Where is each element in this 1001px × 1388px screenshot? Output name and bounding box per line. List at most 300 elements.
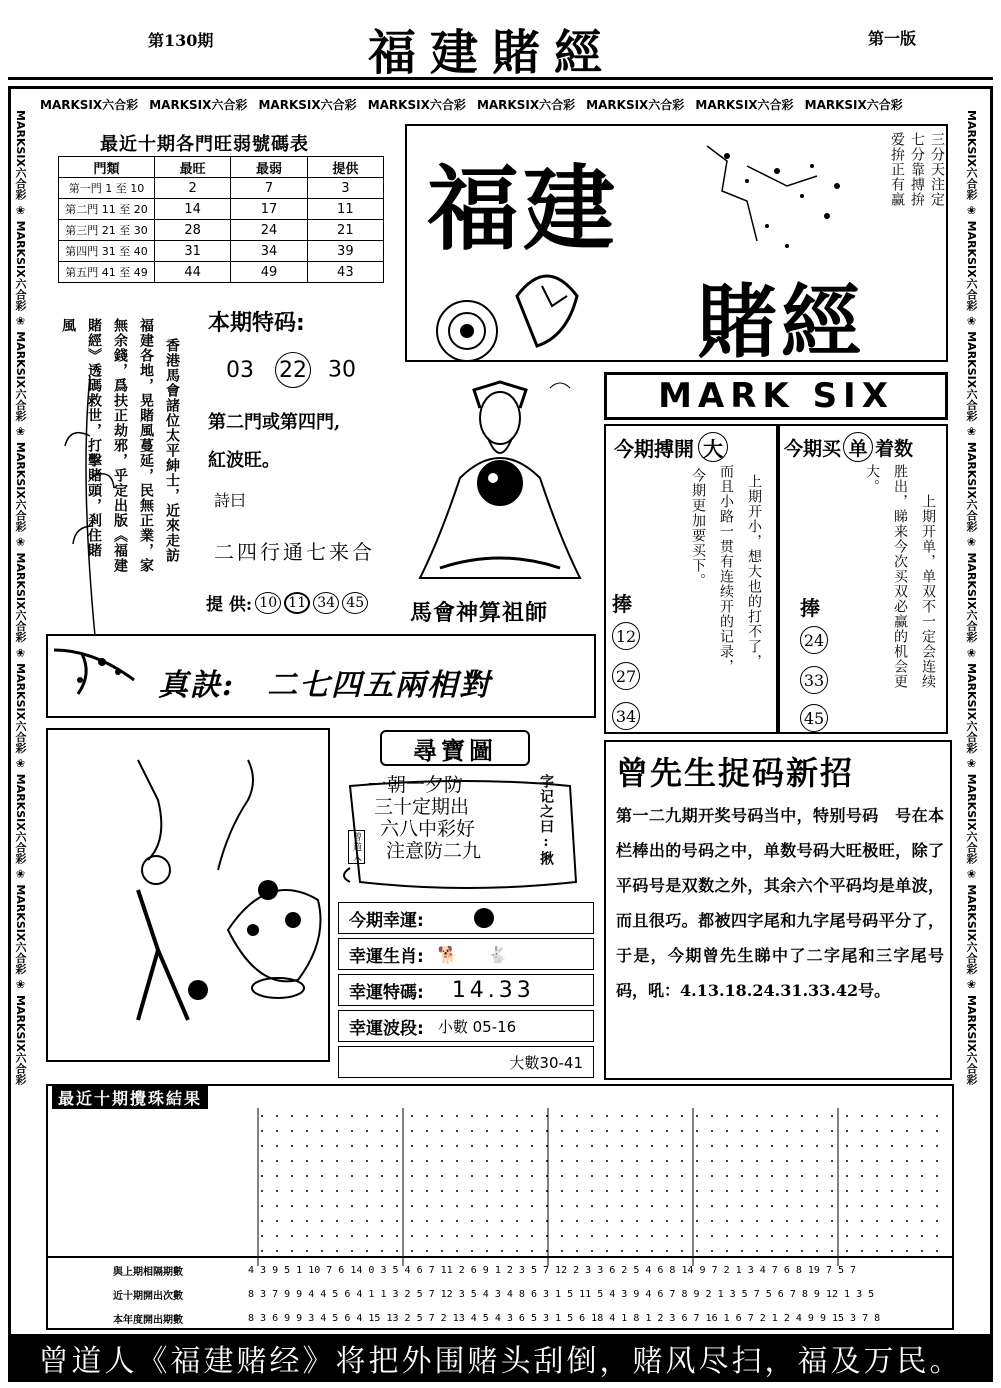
brand-item: MARKSIX六合彩: [14, 441, 27, 532]
grid-dot: [786, 1250, 788, 1252]
grid-dot: [426, 1205, 428, 1207]
treasure-seal: 曾道人: [348, 830, 365, 864]
left-tip-box: [604, 424, 778, 734]
zeng-body: 第一二九期开奖号码当中，特别号码 号在本栏棒出的号码之中，单数号码大旺极旺，除了平码号是双数之外，其余六个平码均是单波，而且很巧。都被四字尾和九字尾号码平分了，于是，今期曾先生睇中了二字尾和三字尾号码，吼：4.13.18.24.31.33.42号。: [616, 806, 944, 1000]
grid-dot: [651, 1145, 653, 1147]
grid-dot: [471, 1145, 473, 1147]
grid-dot: [471, 1130, 473, 1132]
grid-dot: [516, 1115, 518, 1117]
grid-dot: [831, 1190, 833, 1192]
grid-dot: [936, 1205, 938, 1207]
lucky-row: [338, 902, 594, 934]
grid-dot: [801, 1115, 803, 1117]
right-tip-head-text: 今期买: [784, 437, 842, 460]
intro-col: 風: [60, 318, 76, 333]
grid-dot: [741, 1205, 743, 1207]
footer-bar: [8, 1334, 993, 1382]
grid-dot: [441, 1220, 443, 1222]
left-tip-head-text: 今期搏開: [614, 436, 694, 461]
grid-dot: [321, 1160, 323, 1162]
grid-dot: [621, 1145, 623, 1147]
grid-dot: [516, 1130, 518, 1132]
motto-col: 三分天注定: [929, 132, 945, 207]
grid-dot: [816, 1220, 818, 1222]
grid-dot: [441, 1115, 443, 1117]
grid-dot: [456, 1130, 458, 1132]
table-cell: 17: [231, 199, 307, 220]
grid-dot: [381, 1220, 383, 1222]
grid-dot: [741, 1220, 743, 1222]
table-cell: 24: [231, 220, 307, 241]
left-tip-text: 今期更加要买下。: [690, 468, 706, 588]
grid-dot: [546, 1130, 548, 1132]
grid-dot: [261, 1160, 263, 1162]
grid-dot: [441, 1250, 443, 1252]
grid-dot: [471, 1220, 473, 1222]
grid-dot: [921, 1250, 923, 1252]
grid-dot: [906, 1160, 908, 1162]
grid-dot: [846, 1205, 848, 1207]
grid-dot: [741, 1130, 743, 1132]
grid-dot: [291, 1190, 293, 1192]
grid-dot: [711, 1130, 713, 1132]
grid-dot: [891, 1130, 893, 1132]
grid-dot: [906, 1175, 908, 1177]
grid-dot: [366, 1205, 368, 1207]
grid-dot: [561, 1250, 563, 1252]
grid-dot: [306, 1145, 308, 1147]
treasure-line: 三十定期出: [374, 796, 470, 818]
grid-dot: [381, 1190, 383, 1192]
grid-dot: [651, 1130, 653, 1132]
master-figure-illustration: [400, 368, 600, 598]
grid-dot: [276, 1160, 278, 1162]
grid-dot: [336, 1205, 338, 1207]
table-cell: 14: [155, 199, 231, 220]
table-header-row: [59, 157, 384, 178]
grid-dot: [636, 1250, 638, 1252]
grid-dot: [726, 1235, 728, 1237]
grid-dot: [366, 1235, 368, 1237]
table-row: [59, 241, 384, 262]
grid-dot: [486, 1205, 488, 1207]
grid-dot: [726, 1220, 728, 1222]
grid-dot: [681, 1115, 683, 1117]
grid-dot: [786, 1190, 788, 1192]
grid-dot: [711, 1205, 713, 1207]
grid-dot: [861, 1175, 863, 1177]
grid-dot: [561, 1175, 563, 1177]
brand-item: MARKSIX六合彩: [965, 552, 978, 643]
grid-dot: [651, 1160, 653, 1162]
grid-dot: [846, 1130, 848, 1132]
grid-dot: [801, 1235, 803, 1237]
grid-dot: [321, 1145, 323, 1147]
grid-dot: [621, 1130, 623, 1132]
grid-dot: [501, 1130, 503, 1132]
masthead-title: 福建賭經: [368, 25, 617, 81]
grid-dot: [726, 1160, 728, 1162]
grid-dot: [936, 1130, 938, 1132]
grid-dot: [606, 1205, 608, 1207]
grid-dot: [591, 1160, 593, 1162]
grid-dot: [366, 1220, 368, 1222]
grid-dot: [396, 1250, 398, 1252]
grid-dot: [336, 1190, 338, 1192]
grid-dot: [921, 1220, 923, 1222]
grid-dot: [276, 1130, 278, 1132]
grid-dot: [756, 1250, 758, 1252]
grid-dot: [471, 1250, 473, 1252]
treasure-line: 注意防二九: [386, 840, 482, 862]
results-stats: [48, 1256, 952, 1330]
grid-dot: [681, 1160, 683, 1162]
grid-dot: [411, 1160, 413, 1162]
grid-dot: [621, 1190, 623, 1192]
grid-dot: [876, 1250, 878, 1252]
col-header: 最弱: [231, 157, 307, 178]
grid-dot: [816, 1160, 818, 1162]
grid-dot: [831, 1205, 833, 1207]
table-cell: 11: [307, 199, 383, 220]
grid-dot: [456, 1205, 458, 1207]
wave-big-row: [338, 1046, 594, 1078]
grid-dot: [891, 1235, 893, 1237]
grid-dot: [606, 1235, 608, 1237]
grid-dot: [651, 1250, 653, 1252]
left-pick-number: 12: [612, 622, 640, 650]
grid-dot: [426, 1130, 428, 1132]
intro-col: 香港馬會諸位太平紳士，近來走訪: [164, 338, 180, 563]
brand-item: MARKSIX六合彩: [14, 884, 27, 975]
brand-item: MARKSIX六合彩: [40, 98, 139, 112]
grid-dot: [531, 1220, 533, 1222]
grid-dot: [261, 1115, 263, 1117]
grid-dot: [351, 1115, 353, 1117]
grid-dot: [666, 1115, 668, 1117]
grid-dot: [426, 1115, 428, 1117]
table-cell: 2: [155, 178, 231, 199]
grid-dot: [336, 1160, 338, 1162]
grid-dot: [606, 1145, 608, 1147]
grid-dot: [636, 1205, 638, 1207]
grid-dot: [531, 1145, 533, 1147]
grid-dot: [681, 1220, 683, 1222]
grid-dot: [816, 1250, 818, 1252]
grid-dot: [501, 1220, 503, 1222]
grid-dot: [696, 1220, 698, 1222]
grid-dot: [876, 1115, 878, 1117]
treasure-poem: [368, 774, 481, 862]
stat-values: 8 3 7 9 9 4 4 5 6 4 1 1 3 2 5 7 12 3 5 4 3 4 8 6 3 1 5 11 5 4 3 9 4 6 7 8 9 2 1 3 5 7 5 6 7 8 9 12 1 3 5: [248, 1288, 875, 1300]
grid-dot: [381, 1145, 383, 1147]
grid-dot: [891, 1250, 893, 1252]
grid-dot: [501, 1160, 503, 1162]
grid-dot: [591, 1235, 593, 1237]
stat-label: 本年度開出期數: [113, 1314, 183, 1326]
grid-dot: [546, 1145, 548, 1147]
grid-dot: [396, 1220, 398, 1222]
col-header: 最旺: [155, 157, 231, 178]
brand-item: MARKSIX六合彩: [804, 98, 903, 112]
grid-dot: [876, 1235, 878, 1237]
secret-banner: [46, 634, 596, 718]
grid-dot: [576, 1190, 578, 1192]
grid-dot: [726, 1205, 728, 1207]
grid-dot: [906, 1220, 908, 1222]
grid-dot: [786, 1175, 788, 1177]
grid-dot: [276, 1145, 278, 1147]
banner-text: 真訣: 二七四五兩相對: [158, 668, 492, 703]
grid-dot: [411, 1130, 413, 1132]
grid-dot: [696, 1145, 698, 1147]
grid-dot: [636, 1235, 638, 1237]
grid-dot: [456, 1250, 458, 1252]
table-cell: 43: [307, 262, 383, 283]
grid-dot: [516, 1175, 518, 1177]
grid-dot: [756, 1190, 758, 1192]
grid-dot: [456, 1160, 458, 1162]
lucky-label: 今期幸運:: [349, 910, 424, 931]
table-cell: 31: [155, 241, 231, 262]
grid-dot: [381, 1205, 383, 1207]
grid-dot: [681, 1145, 683, 1147]
grid-dot: [291, 1175, 293, 1177]
grid-dot: [351, 1190, 353, 1192]
grid-dot: [276, 1235, 278, 1237]
grid-dot: [636, 1130, 638, 1132]
zeng-column: [604, 740, 952, 1080]
grid-dot: [516, 1160, 518, 1162]
grid-dot: [531, 1190, 533, 1192]
grid-dot: [711, 1250, 713, 1252]
brand-item: MARKSIX六合彩: [14, 773, 27, 864]
grid-dot: [666, 1190, 668, 1192]
grid-dot: [771, 1160, 773, 1162]
plum-branch-icon: [52, 640, 142, 710]
grid-dot: [786, 1160, 788, 1162]
grid-dot: [441, 1190, 443, 1192]
grid-dot: [546, 1235, 548, 1237]
right-tip-head: [784, 432, 913, 462]
grid-dot: [306, 1205, 308, 1207]
grid-dot: [726, 1130, 728, 1132]
special-label: 幸運特碼:: [349, 982, 424, 1003]
grid-dot: [651, 1220, 653, 1222]
grid-dot: [351, 1145, 353, 1147]
grid-dot: [531, 1115, 533, 1117]
grid-dot: [576, 1160, 578, 1162]
grid-dot: [516, 1190, 518, 1192]
grid-dot: [501, 1175, 503, 1177]
grid-dot: [681, 1235, 683, 1237]
brand-item: MARKSIX六合彩: [965, 773, 978, 864]
grid-dot: [381, 1160, 383, 1162]
grid-dot: [651, 1205, 653, 1207]
grid-dot: [666, 1235, 668, 1237]
rabbit-icon: 🐇: [487, 944, 508, 964]
table-row: [59, 262, 384, 283]
grid-dot: [321, 1205, 323, 1207]
grid-dot: [936, 1115, 938, 1117]
grid-dot: [666, 1250, 668, 1252]
grid-dot: [711, 1190, 713, 1192]
grid-dot: [816, 1175, 818, 1177]
grid-dot: [651, 1175, 653, 1177]
grid-dot: [561, 1160, 563, 1162]
grid-dot: [291, 1115, 293, 1117]
grid-dot: [396, 1130, 398, 1132]
grid-dot: [906, 1205, 908, 1207]
lucky-info: [338, 902, 594, 1078]
grid-dot: [711, 1145, 713, 1147]
grid-dot: [501, 1115, 503, 1117]
grid-dot: [876, 1130, 878, 1132]
grid-dot: [936, 1250, 938, 1252]
grid-dot: [591, 1220, 593, 1222]
right-tip-head-circled: 单: [843, 432, 873, 462]
grid-dot: [846, 1115, 848, 1117]
grid-dot: [546, 1250, 548, 1252]
results-grid: [48, 1108, 952, 1268]
grid-dot: [876, 1190, 878, 1192]
grid-dot: [771, 1235, 773, 1237]
brand-item: MARKSIX六合彩: [965, 441, 978, 532]
grid-dot: [876, 1220, 878, 1222]
grid-dot: [396, 1190, 398, 1192]
grid-dot: [546, 1205, 548, 1207]
brand-item: MARKSIX六合彩: [367, 98, 466, 112]
right-pick-number: 24: [800, 626, 828, 654]
grid-dot: [396, 1145, 398, 1147]
grid-dot: [801, 1145, 803, 1147]
grid-dot: [351, 1205, 353, 1207]
right-tip-text: 大。: [864, 464, 880, 494]
grid-dot: [516, 1235, 518, 1237]
grid-dot: [786, 1145, 788, 1147]
brand-item: MARKSIX六合彩: [149, 98, 248, 112]
grid-dot: [801, 1130, 803, 1132]
grid-dot: [696, 1175, 698, 1177]
grid-dot: [756, 1175, 758, 1177]
wave-row: [338, 1010, 594, 1042]
grid-dot: [501, 1250, 503, 1252]
grid-dot: [576, 1115, 578, 1117]
grid-dot: [471, 1190, 473, 1192]
grid-dot: [711, 1175, 713, 1177]
edition-label: 第一版: [868, 29, 917, 48]
grid-dot: [861, 1130, 863, 1132]
grid-dot: [561, 1190, 563, 1192]
grid-dot: [936, 1190, 938, 1192]
grid-dot: [846, 1190, 848, 1192]
left-tip-text: 上期开小，想大也的打不了，: [746, 474, 762, 669]
treasure-side-note: 字记之曰:揪: [538, 774, 554, 866]
mark-six-text: MARK SIX: [658, 376, 894, 416]
grid-dot: [366, 1145, 368, 1147]
art-title-2: 賭經: [697, 275, 865, 362]
grid-dot: [831, 1175, 833, 1177]
grid-dot: [936, 1145, 938, 1147]
brand-item: MARKSIX六合彩: [695, 98, 794, 112]
brand-item: MARKSIX六合彩: [586, 98, 685, 112]
grid-dot: [771, 1220, 773, 1222]
grid-dot: [651, 1190, 653, 1192]
grid-dot: [336, 1250, 338, 1252]
grid-dot: [426, 1190, 428, 1192]
grid-dot: [831, 1235, 833, 1237]
grid-dot: [291, 1235, 293, 1237]
grid-dot: [681, 1190, 683, 1192]
grid-dot: [621, 1220, 623, 1222]
grid-dot: [576, 1205, 578, 1207]
left-pick-label: 捧: [612, 592, 632, 616]
grid-dot: [441, 1205, 443, 1207]
grid-dot: [321, 1115, 323, 1117]
grid-dot: [486, 1160, 488, 1162]
grid-dot: [846, 1145, 848, 1147]
grid-dot: [696, 1160, 698, 1162]
figure-caption: 馬會神算祖師: [410, 600, 549, 626]
grid-dot: [456, 1235, 458, 1237]
grid-dot: [771, 1190, 773, 1192]
grid-dot: [861, 1205, 863, 1207]
poem-line: 二四行通七来合: [214, 540, 375, 564]
grid-dot: [381, 1250, 383, 1252]
grid-dot: [786, 1205, 788, 1207]
grid-dot: [561, 1220, 563, 1222]
grid-dot: [771, 1205, 773, 1207]
grid-dot: [711, 1235, 713, 1237]
grid-dot: [351, 1235, 353, 1237]
grid-dot: [921, 1115, 923, 1117]
grid-dot: [396, 1205, 398, 1207]
grid-dot: [261, 1130, 263, 1132]
grid-dot: [306, 1175, 308, 1177]
grid-dot: [501, 1145, 503, 1147]
grid-dot: [636, 1190, 638, 1192]
grid-dot: [681, 1205, 683, 1207]
poem-label: 詩曰: [214, 491, 247, 510]
grid-dot: [756, 1220, 758, 1222]
grid-dot: [276, 1250, 278, 1252]
special-number: 03: [226, 357, 254, 383]
grid-dot: [891, 1190, 893, 1192]
grid-dot: [846, 1235, 848, 1237]
grid-dot: [771, 1130, 773, 1132]
grid-dot: [831, 1220, 833, 1222]
grid-dot: [261, 1250, 263, 1252]
grid-dot: [801, 1205, 803, 1207]
provide-number: 34: [313, 592, 339, 614]
motto-col: 七分靠搏拚: [909, 132, 925, 207]
treasure-line: 一朝一夕防: [368, 774, 464, 796]
special-numbers: [226, 352, 356, 388]
brand-item: MARKSIX六合彩: [14, 663, 27, 754]
grid-dot: [741, 1115, 743, 1117]
grid-dot: [366, 1190, 368, 1192]
special-title: 本期特码:: [208, 311, 305, 336]
grid-dot: [516, 1205, 518, 1207]
grid-dot: [696, 1130, 698, 1132]
grid-dot: [741, 1190, 743, 1192]
grid-dot: [696, 1115, 698, 1117]
grid-dot: [456, 1145, 458, 1147]
grid-dot: [591, 1145, 593, 1147]
grid-dot: [891, 1175, 893, 1177]
grid-dot: [636, 1145, 638, 1147]
grid-dot: [606, 1130, 608, 1132]
